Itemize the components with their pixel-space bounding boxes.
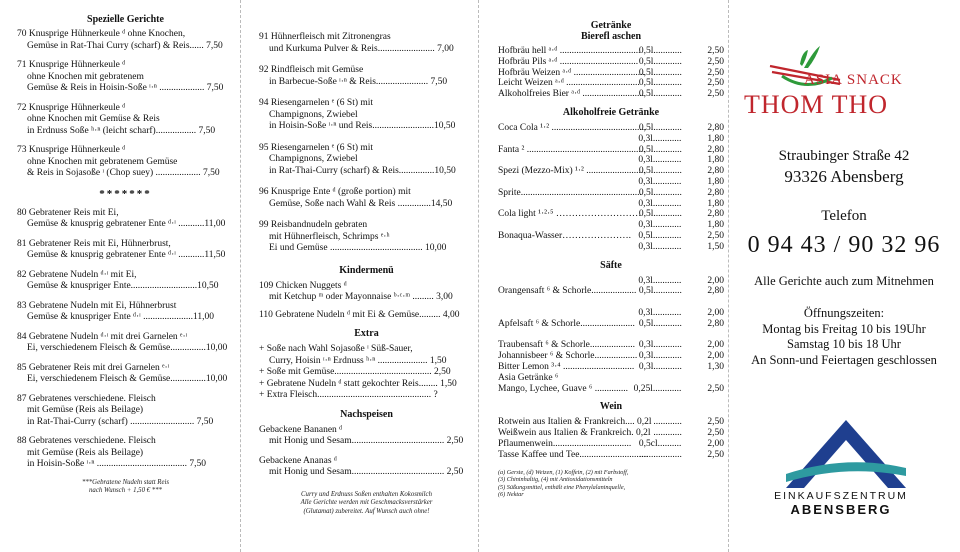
drink-price <box>681 297 724 308</box>
menu-item <box>259 425 474 448</box>
drink-row <box>498 384 724 395</box>
drink-price: 2,50 <box>707 78 724 89</box>
drink-size <box>632 330 682 341</box>
drink-price: 2,00 <box>707 275 724 286</box>
drink-size: 0,5l............ <box>638 166 682 177</box>
menu-item-line: Champignons, Zwiebel <box>269 154 358 164</box>
footnote-sauces <box>259 491 474 517</box>
menu-item-line: Curry, Hoisin ᶦ·ⁿ Erdnuss ʰ·ⁿ ..................... 1,50 <box>269 355 447 366</box>
drink-price: 2,50 <box>707 67 724 78</box>
drink-price: 2,00 <box>707 351 724 362</box>
drink-row <box>498 362 724 373</box>
einkaufszentrum-logo <box>756 418 926 538</box>
menu-item <box>259 344 474 367</box>
menu-item-line: 96 Knusprige Ente ᵈ (große portion) mit <box>259 187 411 197</box>
menu-item-line: 87 Gebratenes verschiedene. Fleisch <box>17 393 156 404</box>
drink-name: Coca Cola ¹·² ........................................ <box>498 122 647 133</box>
drink-size: 0,5l............ <box>638 46 682 56</box>
drink-name <box>498 242 632 253</box>
drink-name <box>498 276 632 287</box>
drink-name: Asia Getränke ⁶ <box>498 372 559 383</box>
menu-item-line: in Rat-Thai-Curry (scharf) & Reis...............10,50 <box>269 165 456 176</box>
menu-item-line: Gebackene Bananen ᵈ <box>259 424 343 435</box>
menu-item-line: + Soße nach Wahl Sojasoße ᶦ Süß-Sauer, <box>259 344 413 354</box>
menu-item <box>17 270 234 293</box>
drink-price: 2,80 <box>707 166 724 177</box>
menu-item <box>17 363 234 386</box>
drink-price: 2,50 <box>707 56 724 67</box>
menu-item-line: 110 Gebratene Nudeln ᵈ mit Ei & Gemüse......... 4,00 <box>259 309 460 320</box>
mall-name-line2: ABENSBERG <box>790 502 892 517</box>
drink-row <box>498 450 724 461</box>
drink-price: 2,80 <box>707 209 724 220</box>
menu-item <box>17 208 234 231</box>
footnote-line: (6) Nektar <box>498 491 524 498</box>
menu-item <box>259 65 474 88</box>
menu-item <box>259 367 474 379</box>
menu-list-special <box>17 29 234 180</box>
drink-row <box>498 123 724 134</box>
drink-price: 1,80 <box>707 155 724 166</box>
drink-list-wine <box>498 417 724 460</box>
drink-price: 1,80 <box>707 198 724 209</box>
menu-item-line: 88 Gebratenes verschiedene. Fleisch <box>17 436 156 446</box>
drink-row <box>498 166 724 177</box>
drink-size: 0,3l............ <box>638 275 682 286</box>
drink-price: 2,80 <box>707 286 724 297</box>
menu-item <box>17 332 234 355</box>
drink-name: Fanta ² .................................................. <box>498 144 646 155</box>
opening-hours <box>728 306 960 368</box>
drink-price: 2,50 <box>707 230 724 241</box>
drink-name <box>498 297 632 308</box>
brand-subtitle: ASIA SNACK <box>804 72 903 88</box>
menu-list-dessert <box>259 425 474 479</box>
menu-item-line: ohne Knochen mit gebratenem Gemüse <box>27 156 178 167</box>
drink-name: Apfelsaft ⁶ & Schorle....................... <box>498 318 635 329</box>
drink-size: 0,25l............ <box>633 383 682 394</box>
drink-row <box>498 220 724 231</box>
info-column <box>728 0 960 552</box>
drink-name <box>498 308 632 319</box>
menu-item <box>17 60 234 95</box>
footnote-line: (5) Süßungsmittel, enthält eine Phenylalaninquelle, <box>498 483 626 491</box>
drink-row <box>498 242 724 253</box>
drink-price: 1,80 <box>707 133 724 144</box>
footnote-allergens <box>498 469 724 499</box>
drink-size: 0,5l............ <box>638 318 682 329</box>
drink-row <box>498 134 724 145</box>
menu-item <box>259 220 474 255</box>
menu-item-line: Gebackene Ananas ᵈ <box>259 455 337 466</box>
drink-name: Bitter Lemon ³·⁴ .............................. <box>498 361 635 372</box>
menu-item <box>17 436 234 471</box>
drink-row <box>498 231 724 242</box>
section-heading-nachspeisen: Nachspeisen <box>340 408 393 420</box>
drink-list-juices <box>498 276 724 395</box>
drink-size: 0,5l............ <box>638 78 682 89</box>
takeaway-note: Alle Gerichte auch zum Mitnehmen <box>754 274 934 288</box>
drink-row <box>498 46 724 57</box>
footnote-noodles <box>17 479 234 496</box>
drink-size: 0,5cl.......... <box>638 438 682 449</box>
address-street: Straubinger Straße 42 <box>778 148 910 164</box>
address-city: 93326 Abensberg <box>784 167 904 186</box>
brand-title: THOM THO <box>744 90 889 119</box>
menu-item-line: Champignons, Zwiebel <box>269 109 358 120</box>
drink-price: 1,50 <box>707 241 724 252</box>
menu-item-line: 92 Rindfleisch mit Gemüse <box>259 65 364 75</box>
drink-name <box>498 177 632 188</box>
drink-size: 0,3l............ <box>638 176 682 187</box>
drink-price: 2,00 <box>707 438 724 449</box>
menu-column-special <box>0 0 240 552</box>
menu-item-line: 109 Chicken Nuggets ᵈ <box>259 280 347 291</box>
drink-size: 0,5l............ <box>638 209 682 220</box>
menu-item-line: mit Gemüse (Reis als Beilage) <box>27 405 144 415</box>
menu-item-line: Gemüse & knuspriger Ente ᵈ·ᶦ .....................11,00 <box>27 312 215 322</box>
section-heading-kinder: Kindermenü <box>339 264 394 276</box>
drink-name <box>498 330 632 341</box>
drink-size: ............ <box>653 417 682 428</box>
menu-item-line: + Soße mit Gemüse......................................... 2,50 <box>259 367 451 377</box>
drink-size: 0,5l............ <box>638 144 682 155</box>
menu-item-line: 91 Hühnerfleisch mit Zitronengras <box>259 32 391 42</box>
hours-sunday: An Sonn-und Feiertagen geschlossen <box>751 352 937 367</box>
drink-size: 0,5l............ <box>638 56 682 67</box>
menu-item <box>259 187 474 210</box>
menu-item-line: Gemüse & knusprig gebratener Ente ᵈ·ᶦ ...........11,50 <box>27 250 226 260</box>
drink-row <box>498 145 724 156</box>
menu-item-line: 72 Knusprige Hühnerkeule ᵈ <box>17 102 126 113</box>
drink-name: Cola light ¹·²·⁵ ……………………… <box>498 209 642 220</box>
drink-row <box>498 57 724 68</box>
drink-row <box>498 297 724 308</box>
menu-item-line: 80 Gebratener Reis mit Ei, <box>17 207 119 218</box>
menu-item-line: 99 Reisbandnudeln gebraten <box>259 220 368 230</box>
menu-item <box>17 394 234 429</box>
footnote-line: Curry und Erdnuss Soßen enthalten Kokosmilch <box>301 490 432 498</box>
drink-row <box>498 319 724 330</box>
menu-item <box>259 143 474 178</box>
drink-list-beer <box>498 46 724 100</box>
drink-price: 2,80 <box>707 318 724 329</box>
footnote-line: Alle Gerichte werden mit Geschmacksverstärker <box>300 499 433 506</box>
drink-size: 0,3l............ <box>638 198 682 209</box>
drink-name: Pflaumenwein................................. <box>498 438 632 449</box>
menu-item-line: & Reis in Sojasoße ᶦ (Chop suey) ................... 7,50 <box>27 168 220 178</box>
drink-size <box>632 297 682 308</box>
menu-list-extra <box>259 344 474 402</box>
drink-name: Leicht Weizen ᵃ·ᵈ ............................... <box>498 78 640 89</box>
menu-item <box>259 281 474 304</box>
menu-item-line: in Hoisin-Soße ᶦ·ⁿ ...................................... 7,50 <box>27 459 206 469</box>
menu-item-line: Ei und Gemüse ....................................... 10,00 <box>269 243 447 253</box>
drink-price: 2,80 <box>707 144 724 155</box>
menu-item-line: 82 Gebratene Nudeln ᵈ·ᶦ mit Ei, <box>17 269 137 280</box>
menu-list-main <box>259 32 474 255</box>
drink-price: 2,00 <box>707 340 724 351</box>
drink-row <box>498 188 724 199</box>
menu-item-line: 70 Knusprige Hühnerkeule ᵈ ohne Knochen, <box>17 29 186 39</box>
menu-item <box>17 145 234 180</box>
menu-list-rice-noodles <box>17 208 234 471</box>
drink-price: 1,80 <box>707 220 724 231</box>
menu-item <box>259 390 474 402</box>
drink-row <box>498 199 724 210</box>
drink-name: Hofbräu Pils ᵃ·ᵈ ................................. <box>498 56 639 67</box>
drink-row <box>498 308 724 319</box>
menu-item-line: 84 Gebratene Nudeln ᵈ·ᶦ mit drei Garnelen ᵉ·ᶦ <box>17 331 188 342</box>
drink-price: 2,00 <box>707 307 724 318</box>
drink-size: 0,3l............ <box>638 220 682 231</box>
drink-price: 1,80 <box>707 176 724 187</box>
drink-row <box>498 68 724 79</box>
section-heading-alkoholfrei: Alkoholfreie Getränke <box>562 106 660 118</box>
drink-row <box>498 276 724 287</box>
drink-row <box>498 351 724 362</box>
section-divider-stars: ******* <box>99 187 152 200</box>
menu-item <box>259 98 474 133</box>
drink-size: 0,5l............ <box>638 286 682 297</box>
drink-name: Tasse Kaffee und Tee............................. <box>498 449 649 460</box>
menu-item-line: Gemüse, Soße nach Wahl & Reis ..............14,50 <box>269 198 453 209</box>
drink-size: 0,3l............ <box>638 241 682 252</box>
menu-item-line: ohne Knochen mit Gemüse & Reis <box>27 114 160 124</box>
drink-size: 0,5l............ <box>638 67 682 78</box>
drink-name: Bonaqua-Wasser…………………. <box>498 230 632 241</box>
hours-title: Öffnungszeiten: <box>803 306 885 320</box>
menu-item-line: mit Honig und Sesam....................................... 2,50 <box>269 467 464 477</box>
menu-item-line: mit Hühnerfleisch, Schrimps ᵉ·ʰ <box>269 231 390 242</box>
menu-item-line: 95 Riesengarnelen ᵉ (6 St) mit <box>259 142 374 153</box>
drink-price: 2,50 <box>707 46 724 56</box>
menu-item-line: 73 Knusprige Hühnerkeule ᵈ <box>17 145 126 155</box>
menu-item-line: in Rat-Thai-Curry (scharf) ........................... 7,50 <box>27 416 214 427</box>
footnote-line: (Glutamat) zubereitet. Auf Wunsch auch ohne! <box>303 507 430 515</box>
drink-row <box>498 330 724 341</box>
menu-item <box>259 379 474 391</box>
drink-size: 0,3l............ <box>638 133 682 144</box>
menu-item-line: in Erdnuss Soße ʰ·ⁿ (leicht scharf)................. 7,50 <box>27 125 216 136</box>
section-heading-spezielle: Spezielle Gerichte <box>87 14 164 25</box>
restaurant-logo <box>742 40 952 130</box>
drink-name <box>498 134 632 145</box>
menu-item <box>17 103 234 138</box>
section-heading-bierflaschen: Bierefl aschen <box>580 31 642 42</box>
drink-list-softdrinks <box>498 123 724 253</box>
hours-weekdays: Montag bis Freitag 10 bis 19Uhr <box>762 321 926 336</box>
drink-price: 2,50 <box>707 417 724 428</box>
menu-item <box>259 32 474 55</box>
menu-item-line: mit Ketchup ᵐ oder Mayonnaise ᵇ·ᶜ·ᵐ ......... 3,00 <box>269 292 453 302</box>
menu-item-line: in Hoisin-Soße ᶦ·ⁿ und Reis..........................10,50 <box>269 121 456 131</box>
footnote-line: (3) Chininhaltig, (4) mit Antioxidationsmitteln <box>498 476 613 483</box>
menu-item-line: + Extra Fleisch................................................ ? <box>259 390 438 400</box>
drink-price: 2,50 <box>707 89 724 100</box>
drink-name <box>498 199 632 210</box>
menu-item <box>17 239 234 262</box>
drink-name: Sprite................................................... <box>498 187 642 198</box>
menu-item-line: Ei, verschiedenem Fleisch & Gemüse...............10,00 <box>27 374 228 384</box>
drink-size <box>632 373 682 384</box>
drink-price: 2,80 <box>707 122 724 133</box>
drink-row <box>498 177 724 188</box>
drink-size: 0,3l............ <box>638 361 682 372</box>
drink-name: Johannisbeer ⁶ & Schorle.................. <box>498 351 638 362</box>
menu-list-kinder <box>259 281 474 322</box>
menu-item-line: Gemüse in Rat-Thai Curry (scharf) & Reis...... 7,50 <box>27 40 223 51</box>
footnote-line: (a) Gerste, (d) Weizen, (1) Koffein, (2) mit Farbstoff, <box>498 468 629 476</box>
drink-size: 0,3l............ <box>638 307 682 318</box>
menu-item-line: mit Gemüse (Reis als Beilage) <box>27 447 144 458</box>
drink-name: Traubensaft ⁶ & Schorle................... <box>498 340 636 351</box>
menu-item-line: Gemüse & Reis in Hoisin-Soße ᶦ·ⁿ ................... 7,50 <box>27 83 224 93</box>
drink-name: Weißwein aus Italien & Frankreich. 0,2l <box>498 428 651 439</box>
drink-row <box>498 340 724 351</box>
drink-row <box>498 155 724 166</box>
drink-size: ............ <box>653 428 682 439</box>
menu-item-line: in Barbecue-Soße ᶦ·ⁿ & Reis...................... 7,50 <box>269 76 448 87</box>
drink-price: 2,50 <box>707 383 724 394</box>
section-heading-getraenke: Getränke <box>590 20 632 31</box>
drink-size: 0,5l............ <box>638 122 682 133</box>
drink-price: 1,30 <box>707 361 724 372</box>
drink-name: Hofbräu hell ᵃ·ᵈ .................................. <box>498 46 641 56</box>
footnote-line: nach Wunsch + 1,50 € *** <box>89 487 162 494</box>
drink-row <box>498 428 724 439</box>
drink-row <box>498 286 724 297</box>
menu-item <box>259 456 474 479</box>
menu-item-line: 83 Gebratene Nudeln mit Ei, Hühnerbrust <box>17 300 177 311</box>
drink-row <box>498 373 724 384</box>
section-heading-saefte: Säfte <box>600 259 622 271</box>
drink-name <box>498 220 632 231</box>
drink-name: Rotwein aus Italien & Frankreich.... 0,2l <box>498 417 652 428</box>
hours-saturday: Samstag 10 bis 18 Uhr <box>787 337 901 351</box>
phone-label: Telefon <box>821 208 867 224</box>
menu-column-drinks <box>478 0 728 552</box>
drink-size: 0,5l............ <box>638 89 682 100</box>
drink-name: Spezi (Mezzo-Mix) ¹·² ......................... <box>498 166 646 177</box>
mall-name-line1: EINKAUFSZENTRUM <box>774 490 908 502</box>
drink-price: 2,80 <box>707 187 724 198</box>
drink-price <box>681 330 724 341</box>
menu-item-line: Gemüse & knuspriger Ente............................10,50 <box>27 281 219 291</box>
drink-size: 0,3l............ <box>638 155 682 166</box>
phone-number: 0 94 43 / 90 32 96 <box>747 232 941 258</box>
drink-price <box>681 373 724 384</box>
drink-row <box>498 78 724 89</box>
menu-item-line: 85 Gebratener Reis mit drei Garnelen ᵉ·ᶦ <box>17 362 170 373</box>
menu-item <box>259 310 474 322</box>
drink-name <box>498 155 632 166</box>
menu-item-line: 94 Riesengarnelen ᵉ (6 St) mit <box>259 98 374 108</box>
drink-name: Hofbräu Weizen ᵃ·ᵈ .............................. <box>498 67 645 78</box>
drink-price: 2,50 <box>707 449 724 460</box>
drink-name: Mango, Lychee, Guave ⁶ .............. <box>498 383 628 394</box>
menu-item <box>17 301 234 324</box>
drink-size: .................. <box>639 449 682 460</box>
menu-item-line: Ei, verschiedenem Fleisch & Gemüse...............10,00 <box>27 343 228 353</box>
drink-price: 2,50 <box>707 428 724 439</box>
menu-item-line: + Gebratene Nudeln ᵈ statt gekochter Reis........ 1,50 <box>259 378 457 389</box>
menu-item-line: 81 Gebratener Reis mit Ei, Hühnerbrust, <box>17 238 171 249</box>
menu-item-line: mit Honig und Sesam....................................... 2,50 <box>269 436 464 446</box>
drink-row <box>498 209 724 220</box>
menu-item-line: 71 Knusprige Hühnerkeule ᵈ <box>17 60 126 70</box>
menu-column-main <box>240 0 478 552</box>
menu-item <box>17 29 234 52</box>
drink-name: Alkoholfreies Bier ᵃ·ᵈ .......................... <box>498 89 645 100</box>
menu-item-line: Gemüse & knusprig gebratener Ente ᵈ·ᶦ ...........11,00 <box>27 219 226 229</box>
drink-row <box>498 89 724 100</box>
menu-item-line: und Kurkuma Pulver & Reis........................ 7,00 <box>269 43 454 54</box>
section-heading-extra: Extra <box>354 328 379 339</box>
mall-triangle-icon <box>756 418 926 490</box>
drink-name: Orangensaft ⁶ & Schorle................... <box>498 286 637 297</box>
drink-size: 0,5l............ <box>638 187 682 198</box>
drink-size: 0,3l............ <box>638 351 682 362</box>
drink-size: 0,5l............ <box>638 230 682 241</box>
section-heading-wein: Wein <box>599 401 623 413</box>
menu-item-line: ohne Knochen mit gebratenem <box>27 71 144 82</box>
drink-row <box>498 417 724 428</box>
footnote-line: ***Gebratene Nudeln statt Reis <box>81 478 170 486</box>
drink-row <box>498 439 724 450</box>
drink-size: 0,3l............ <box>638 340 682 351</box>
